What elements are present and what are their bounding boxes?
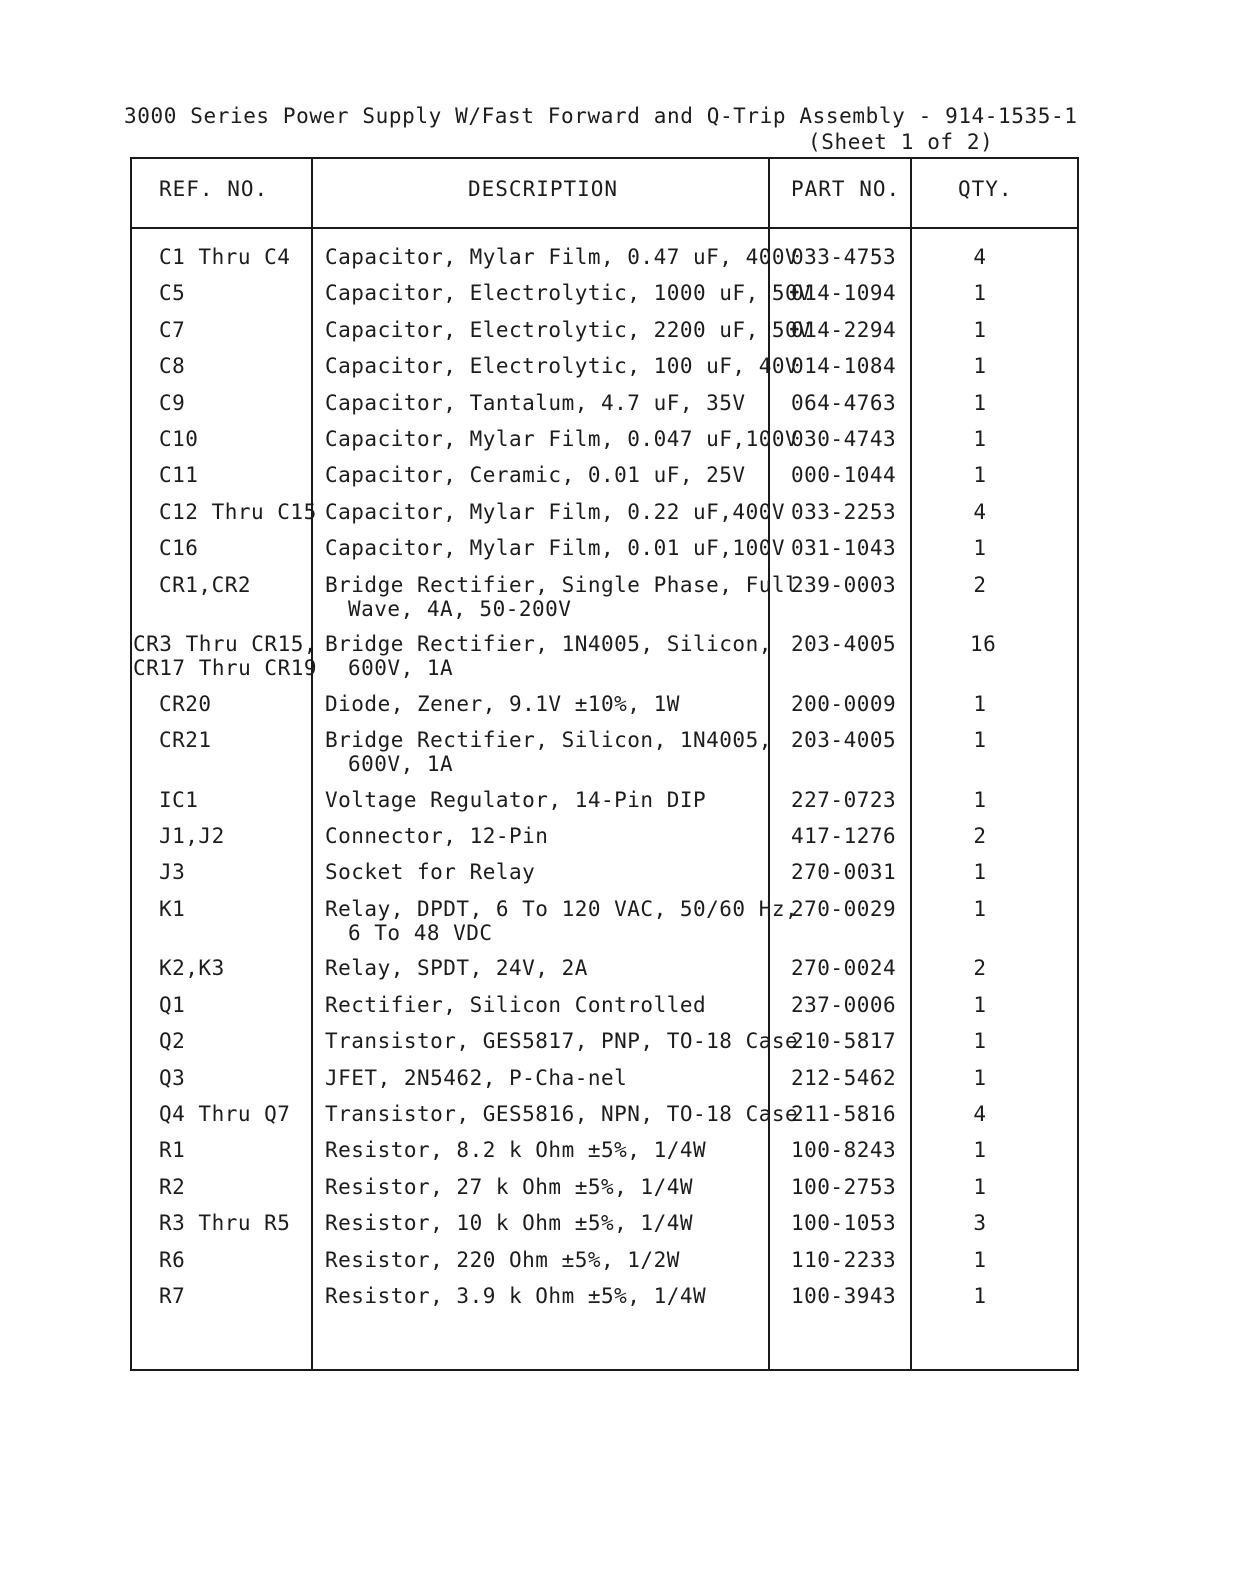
quantity-cell: 1 [973, 426, 987, 451]
quantity-cell: 2 [973, 572, 987, 597]
ref-text: CR20 [159, 691, 212, 716]
description-text: Transistor, GES5816, NPN, TO-18 Case [325, 1102, 799, 1127]
ref-cell [159, 427, 198, 451]
ref-cell [159, 1138, 185, 1162]
description-cell [325, 572, 799, 621]
part-number-cell: 270-0031 [791, 860, 897, 885]
description-text: Bridge Rectifier, Silicon, 1N4005, [325, 728, 772, 753]
description-text-continued: Wave, 4A, 50-200V [348, 596, 572, 621]
ref-text: R6 [159, 1247, 186, 1272]
part-number-cell: 211-5816 [791, 1102, 897, 1127]
description-text: Rectifier, Silicon Controlled [325, 992, 707, 1017]
ref-text: R7 [159, 1283, 186, 1308]
description-text: Resistor, 27 k Ohm ±5%, 1/4W [325, 1174, 694, 1199]
table-row [132, 354, 1077, 390]
ref-cell [159, 1284, 185, 1308]
description-cell [325, 500, 785, 524]
table-row [132, 788, 1077, 824]
part-number-cell: 014-1094 [791, 281, 897, 306]
quantity-cell: 1 [973, 691, 987, 716]
description-text: Resistor, 3.9 k Ohm ±5%, 1/4W [325, 1283, 707, 1308]
description-cell [325, 788, 785, 812]
table-row [132, 573, 1077, 633]
description-text: Resistor, 10 k Ohm ±5%, 1/4W [325, 1211, 694, 1236]
part-number-cell: 239-0003 [791, 572, 897, 597]
description-text: Capacitor, Mylar Film, 0.47 uF, 400V [325, 245, 799, 269]
column-header-qty: QTY. [958, 177, 1013, 201]
quantity-cell: 1 [973, 992, 987, 1017]
ref-text: K1 [159, 896, 186, 921]
description-text: Relay, DPDT, 6 To 120 VAC, 50/60 Hz, [325, 896, 799, 921]
ref-text: R1 [159, 1138, 186, 1163]
table-row [132, 897, 1077, 957]
description-cell [325, 993, 785, 1017]
ref-text: C8 [159, 354, 186, 379]
ref-cell [159, 788, 198, 812]
ref-text: Q3 [159, 1065, 186, 1090]
description-cell [325, 463, 785, 487]
table-row [132, 463, 1077, 499]
ref-text: R3 Thru R5 [159, 1211, 291, 1236]
ref-cell [133, 632, 317, 680]
quantity-cell: 1 [973, 1029, 987, 1054]
part-number-cell: 000-1044 [791, 463, 897, 488]
description-cell [325, 956, 785, 980]
ref-cell [159, 573, 251, 597]
ref-text: R2 [159, 1174, 186, 1199]
description-cell [325, 860, 785, 884]
quantity-cell: 1 [973, 354, 987, 379]
quantity-cell: 1 [973, 728, 987, 753]
table-row [132, 245, 1077, 281]
description-text: Capacitor, Electrolytic, 2200 uF, 50V [325, 317, 812, 342]
quantity-cell: 1 [973, 390, 987, 415]
part-number-cell: 014-1084 [791, 354, 897, 379]
description-text-continued: 600V, 1A [348, 752, 454, 777]
ref-text: C12 Thru C15 [159, 499, 317, 524]
parts-table [130, 157, 1079, 1371]
quantity-cell: 1 [973, 787, 987, 812]
table-row [132, 391, 1077, 427]
part-number-cell: 237-0006 [791, 992, 897, 1017]
quantity-cell: 1 [973, 1138, 987, 1163]
description-text: Capacitor, Electrolytic, 1000 uF, 50V [325, 281, 812, 306]
part-number-cell: 203-4005 [791, 632, 897, 657]
quantity-cell: 1 [973, 281, 987, 306]
description-cell [325, 1284, 785, 1308]
table-row [132, 860, 1077, 896]
ref-cell [159, 1175, 185, 1199]
column-header-part: PART NO. [791, 177, 901, 201]
ref-cell [159, 318, 185, 342]
description-text: Bridge Rectifier, Single Phase, Full [325, 572, 799, 597]
description-text: Socket for Relay [325, 860, 536, 885]
description-text: Resistor, 8.2 k Ohm ±5%, 1/4W [325, 1138, 707, 1163]
description-cell [325, 1248, 785, 1272]
table-row [132, 956, 1077, 992]
ref-cell [159, 860, 185, 884]
ref-cell [159, 500, 317, 524]
description-text: Transistor, GES5817, PNP, TO-18 Case [325, 1029, 799, 1054]
description-text-continued: 600V, 1A [348, 656, 454, 681]
part-number-cell: 033-4753 [791, 245, 897, 269]
table-row [132, 728, 1077, 788]
description-text: Capacitor, Mylar Film, 0.01 uF,100V [325, 536, 786, 561]
description-cell [325, 317, 812, 342]
description-text: Capacitor, Electrolytic, 100 uF, 40V [325, 354, 799, 379]
description-cell [325, 354, 799, 379]
ref-text: C11 [159, 463, 199, 488]
ref-cell [159, 897, 185, 921]
description-cell [325, 1029, 799, 1054]
ref-text: Q4 Thru Q7 [159, 1102, 291, 1127]
description-cell [325, 1175, 785, 1199]
quantity-cell: 4 [973, 1102, 987, 1127]
quantity-cell: 1 [973, 1065, 987, 1090]
part-number-cell: 030-4743 [791, 426, 897, 451]
table-row [132, 500, 1077, 536]
part-number-cell: 064-4763 [791, 390, 897, 415]
description-cell [325, 536, 785, 560]
header-divider [132, 227, 1077, 229]
ref-cell [159, 1029, 185, 1053]
part-number-cell: 417-1276 [791, 824, 897, 849]
quantity-cell: 1 [973, 1247, 987, 1272]
part-number-cell: 227-0723 [791, 787, 897, 812]
quantity-cell: 1 [973, 536, 987, 561]
part-number-cell: 014-2294 [791, 317, 897, 342]
description-cell [325, 1066, 785, 1090]
ref-cell [159, 1211, 290, 1235]
part-number-cell: 033-2253 [791, 499, 897, 524]
ref-cell [159, 1102, 290, 1126]
description-cell [325, 426, 799, 451]
ref-text: C5 [159, 281, 186, 306]
ref-text: CR21 [159, 728, 212, 753]
ref-cell [159, 536, 198, 560]
ref-cell [159, 1066, 185, 1090]
ref-cell [159, 463, 198, 487]
table-row [132, 1211, 1077, 1247]
table-row [132, 427, 1077, 463]
ref-text: C1 Thru C4 [159, 245, 291, 269]
part-number-cell: 212-5462 [791, 1065, 897, 1090]
ref-cell [159, 692, 212, 716]
table-row [132, 1029, 1077, 1065]
part-number-cell: 100-2753 [791, 1174, 897, 1199]
ref-cell [159, 1248, 185, 1272]
description-text: Voltage Regulator, 14-Pin DIP [325, 787, 707, 812]
description-text-continued: 6 To 48 VDC [348, 920, 493, 945]
table-row [132, 1066, 1077, 1102]
description-text: JFET, 2N5462, P-Cha-nel [325, 1065, 628, 1090]
ref-text: IC1 [159, 787, 199, 812]
table-row [132, 281, 1077, 317]
ref-text: C7 [159, 317, 186, 342]
description-text: Capacitor, Ceramic, 0.01 uF, 25V [325, 463, 746, 488]
ref-text: C9 [159, 390, 186, 415]
table-row [132, 632, 1077, 692]
description-text: Capacitor, Mylar Film, 0.047 uF,100V [325, 426, 799, 451]
part-number-cell: 100-3943 [791, 1283, 897, 1308]
description-text: Connector, 12-Pin [325, 824, 549, 849]
table-row [132, 318, 1077, 354]
part-number-cell: 100-1053 [791, 1211, 897, 1236]
ref-cell [159, 391, 185, 415]
table-row [132, 1102, 1077, 1138]
ref-text-continued: CR17 Thru CR19 [133, 656, 318, 681]
description-cell [325, 896, 799, 945]
table-row [132, 824, 1077, 860]
ref-cell [159, 956, 225, 980]
document-title: 3000 Series Power Supply W/Fast Forward and Q-Trip Assembly - 914-1535-1 [124, 104, 1078, 128]
part-number-cell: 270-0029 [791, 896, 897, 921]
description-text: Bridge Rectifier, 1N4005, Silicon, [325, 632, 772, 657]
table-row [132, 1284, 1077, 1320]
table-row [132, 1175, 1077, 1211]
column-header-ref: REF. NO. [159, 177, 269, 201]
column-header-description: DESCRIPTION [468, 177, 619, 201]
description-cell [325, 1138, 785, 1162]
ref-text: CR3 Thru CR15, [133, 632, 318, 657]
description-cell [325, 281, 812, 306]
description-text: Relay, SPDT, 24V, 2A [325, 956, 588, 981]
table-body [132, 245, 1077, 1320]
ref-text: Q2 [159, 1029, 186, 1054]
ref-text: C10 [159, 426, 199, 451]
description-cell [325, 1102, 799, 1127]
quantity-cell: 4 [973, 499, 987, 524]
ref-text: Q1 [159, 992, 186, 1017]
quantity-cell: 1 [973, 1174, 987, 1199]
ref-text: K2,K3 [159, 956, 225, 981]
part-number-cell: 200-0009 [791, 691, 897, 716]
description-cell [325, 1211, 785, 1235]
ref-text: J3 [159, 860, 186, 885]
ref-cell [159, 354, 185, 378]
table-row [132, 1248, 1077, 1284]
description-cell [325, 824, 785, 848]
quantity-cell: 3 [973, 1211, 987, 1236]
description-text: Diode, Zener, 9.1V ±10%, 1W [325, 691, 680, 716]
ref-text: C16 [159, 536, 199, 561]
sheet-number: (Sheet 1 of 2) [808, 130, 994, 154]
table-row [132, 536, 1077, 572]
quantity-cell: 1 [973, 1283, 987, 1308]
description-text: Capacitor, Tantalum, 4.7 uF, 35V [325, 390, 746, 415]
description-text: Capacitor, Mylar Film, 0.22 uF,400V [325, 499, 786, 524]
quantity-cell: 2 [973, 824, 987, 849]
part-number-cell: 110-2233 [791, 1247, 897, 1272]
table-row [132, 993, 1077, 1029]
part-number-cell: 031-1043 [791, 536, 897, 561]
description-cell [325, 391, 785, 415]
quantity-cell: 2 [973, 956, 987, 981]
description-text: Resistor, 220 Ohm ±5%, 1/2W [325, 1247, 680, 1272]
ref-cell [159, 728, 212, 752]
description-cell [325, 245, 799, 269]
table-row [132, 692, 1077, 728]
quantity-cell: 1 [973, 317, 987, 342]
quantity-cell: 4 [973, 245, 987, 269]
table-row [132, 1138, 1077, 1174]
description-cell [325, 632, 785, 680]
quantity-cell: 16 [970, 632, 997, 657]
quantity-cell: 1 [973, 896, 987, 921]
quantity-cell: 1 [973, 463, 987, 488]
description-cell [325, 692, 785, 716]
ref-text: J1,J2 [159, 824, 225, 849]
part-number-cell: 270-0024 [791, 956, 897, 981]
ref-text: CR1,CR2 [159, 572, 252, 597]
ref-cell [159, 993, 185, 1017]
part-number-cell: 100-8243 [791, 1138, 897, 1163]
part-number-cell: 203-4005 [791, 728, 897, 753]
part-number-cell: 210-5817 [791, 1029, 897, 1054]
quantity-cell: 1 [973, 860, 987, 885]
ref-cell [159, 245, 290, 269]
ref-cell [159, 824, 225, 848]
description-cell [325, 728, 785, 776]
ref-cell [159, 281, 185, 305]
